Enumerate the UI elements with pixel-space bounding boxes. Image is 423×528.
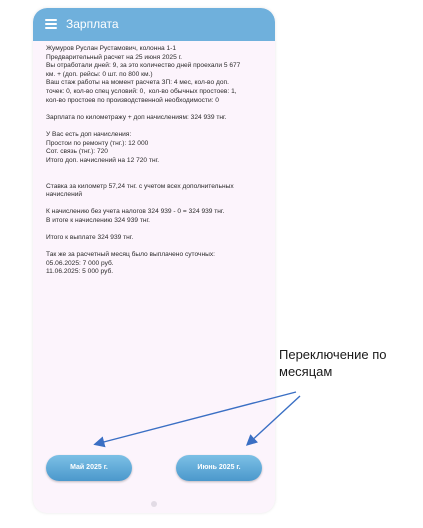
report-line: 11.06.2025: 5 000 руб. [46, 268, 114, 276]
app-title: Зарплата [66, 17, 119, 31]
report-line: Жумуров Руслан Рустамович, колонна 1-1 [46, 45, 177, 52]
report-line: Ваш стаж работы на момент расчета ЗП: 4 мес, кол-во доп. [46, 79, 229, 87]
arrow-to-may-button [96, 392, 296, 444]
report-line: Сот. связь (тнг.): 720 [46, 148, 108, 156]
report-line: У Вас есть доп начисления: [46, 130, 132, 138]
report-line: Итого доп. начислений на 12 720 тнг. [46, 156, 160, 164]
report-line: Зарплата по километражу + доп начислениям: 324 939 тнг. [46, 113, 227, 121]
annotation-label: Переключение по месяцам [279, 347, 387, 379]
report-line: Ставка за километр 57,24 тнг. с учетом всех дополнительных [46, 182, 234, 190]
report-line: 05.06.2025: 7 000 руб. [46, 259, 114, 267]
report-line: К начислению без учета налогов 324 939 - 0 = 324 939 тнг. [46, 208, 225, 216]
report-line: км. + (доп. рейсы: 0 шт. по 800 км.) [46, 70, 153, 78]
report-line: В итоге к начислению 324 939 тнг. [46, 216, 150, 224]
arrow-to-june-button [248, 396, 300, 444]
report-line: кол-во простоев по производственной необходимости: 0 [46, 96, 219, 104]
report-line: Так же за расчетный месяц было выплачено суточных: [46, 251, 215, 259]
report-line: точек: 0, кол-во спец условий: 0, кол-во обычных простоев: 1, [46, 87, 237, 95]
report-line: Простои по ремонту (тнг.): 12 000 [46, 139, 149, 147]
report-line: Предварительный расчет на 25 июня 2025 г. [46, 53, 182, 61]
report-line: начислений [46, 191, 83, 199]
month-may-button[interactable]: Май 2025 г. [46, 455, 132, 481]
report-line: Итого к выплате 324 939 тнг. [46, 234, 134, 242]
month-june-button[interactable]: Июнь 2025 г. [176, 455, 262, 481]
report-line: Вы отработали дней: 9, за это количество дней проехали 5 677 [46, 62, 241, 70]
